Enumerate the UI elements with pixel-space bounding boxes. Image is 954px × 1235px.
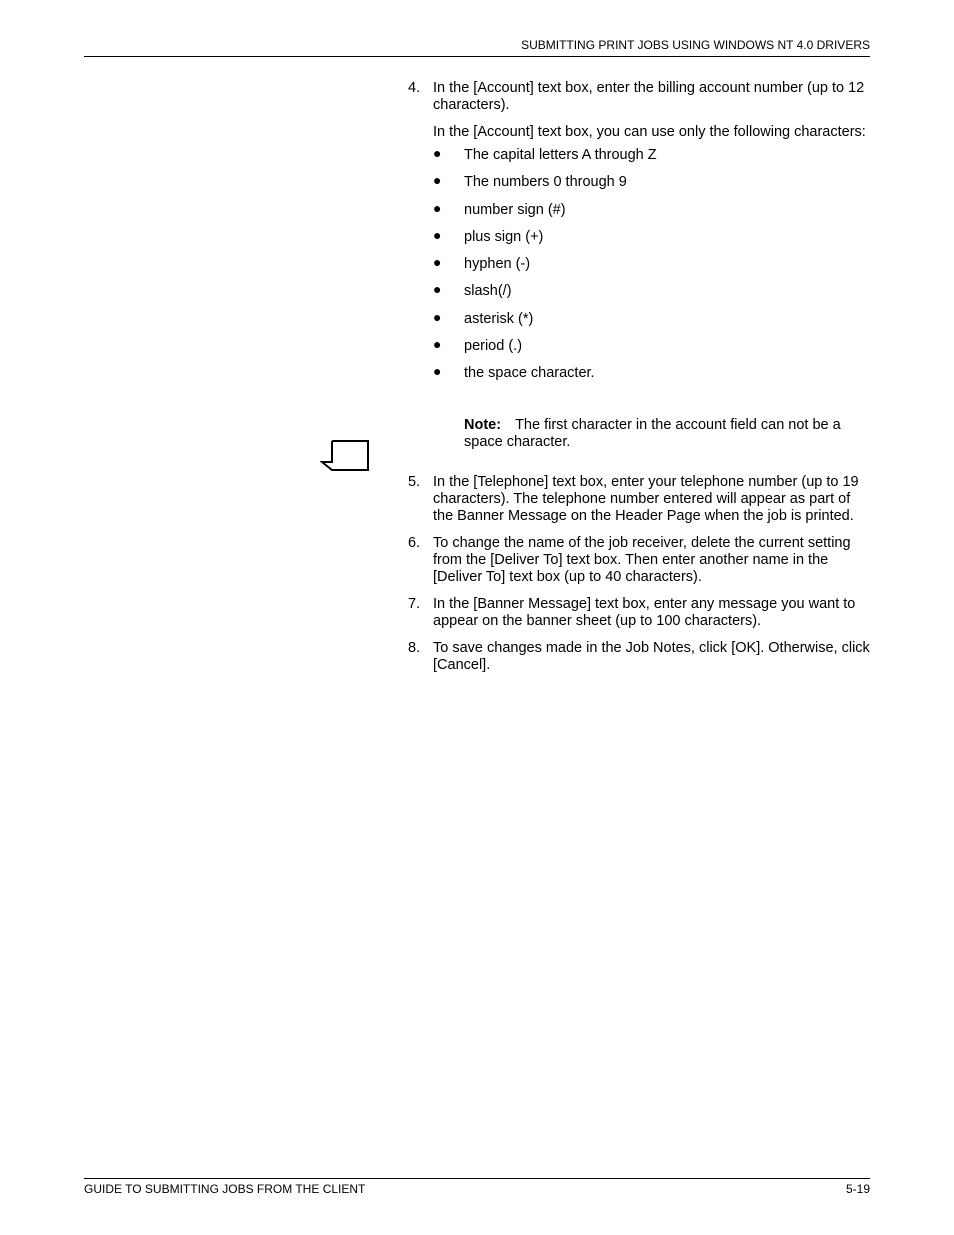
note-label: Note:	[464, 417, 502, 434]
bullet-icon: ●	[433, 308, 442, 325]
step-8	[408, 640, 870, 674]
step-paragraph: In the [Account] text box, you can use only the following characters:	[433, 124, 866, 140]
step-7	[408, 596, 870, 630]
bullet-icon: ●	[433, 199, 442, 216]
step-6	[408, 535, 870, 586]
list-item: ● hyphen (-)	[433, 254, 531, 273]
character-list	[433, 147, 870, 382]
step-5	[408, 474, 870, 525]
list-item: ● the space character.	[433, 363, 595, 382]
step-number: 8.	[408, 640, 421, 657]
list-item: ● number sign (#)	[433, 199, 566, 218]
list-item: ● The capital letters A through Z	[433, 145, 657, 163]
step-4	[408, 80, 870, 382]
header-title: SUBMITTING PRINT JOBS USING WINDOWS NT 4.0 DRIVERS	[521, 38, 870, 52]
note-text: The first character in the account field can not be a space character.	[464, 417, 841, 451]
page-number: 5-19	[845, 1182, 870, 1196]
bullet-icon: ●	[433, 281, 442, 298]
step-number: 4.	[408, 80, 421, 96]
note-block	[408, 417, 870, 451]
list-item: ● plus sign (+)	[433, 226, 544, 245]
list-item: ● period (.)	[433, 336, 523, 355]
page-header	[84, 38, 870, 57]
list-item: ● slash(/)	[433, 281, 512, 300]
list-item: ● asterisk (*)	[433, 308, 534, 327]
step-text: In the [Telephone] text box, enter your telephone number (up to 19 characters). The telephone number entered will appear as part of the Banner Message on the Header Page when the job is printed.	[433, 474, 859, 525]
step-number: 5.	[408, 474, 421, 491]
step-text: In the [Banner Message] text box, enter any message you want to appear on the banner sheet (up to 100 characters).	[433, 596, 856, 630]
step-text: In the [Account] text box, enter the billing account number (up to 12 characters).	[433, 80, 865, 113]
bullet-icon: ●	[433, 254, 442, 271]
bullet-icon: ●	[433, 363, 442, 380]
main-content	[408, 80, 870, 684]
bullet-icon: ●	[433, 172, 442, 189]
note-icon	[320, 440, 370, 472]
step-number: 7.	[408, 596, 421, 613]
step-text: To change the name of the job receiver, delete the current setting from the [Deliver To] text box. Then enter another name in the [Deliver To] text box (up to 40 characters).	[433, 535, 851, 586]
bullet-icon: ●	[433, 226, 442, 243]
list-item: ● The numbers 0 through 9	[433, 172, 627, 191]
bullet-icon: ●	[433, 145, 442, 161]
page-footer	[84, 1178, 870, 1196]
step-text: To save changes made in the Job Notes, click [OK]. Otherwise, click [Cancel].	[433, 640, 870, 674]
bullet-icon: ●	[433, 336, 442, 353]
step-number: 6.	[408, 535, 421, 552]
footer-title: GUIDE TO SUBMITTING JOBS FROM THE CLIENT	[84, 1182, 366, 1196]
